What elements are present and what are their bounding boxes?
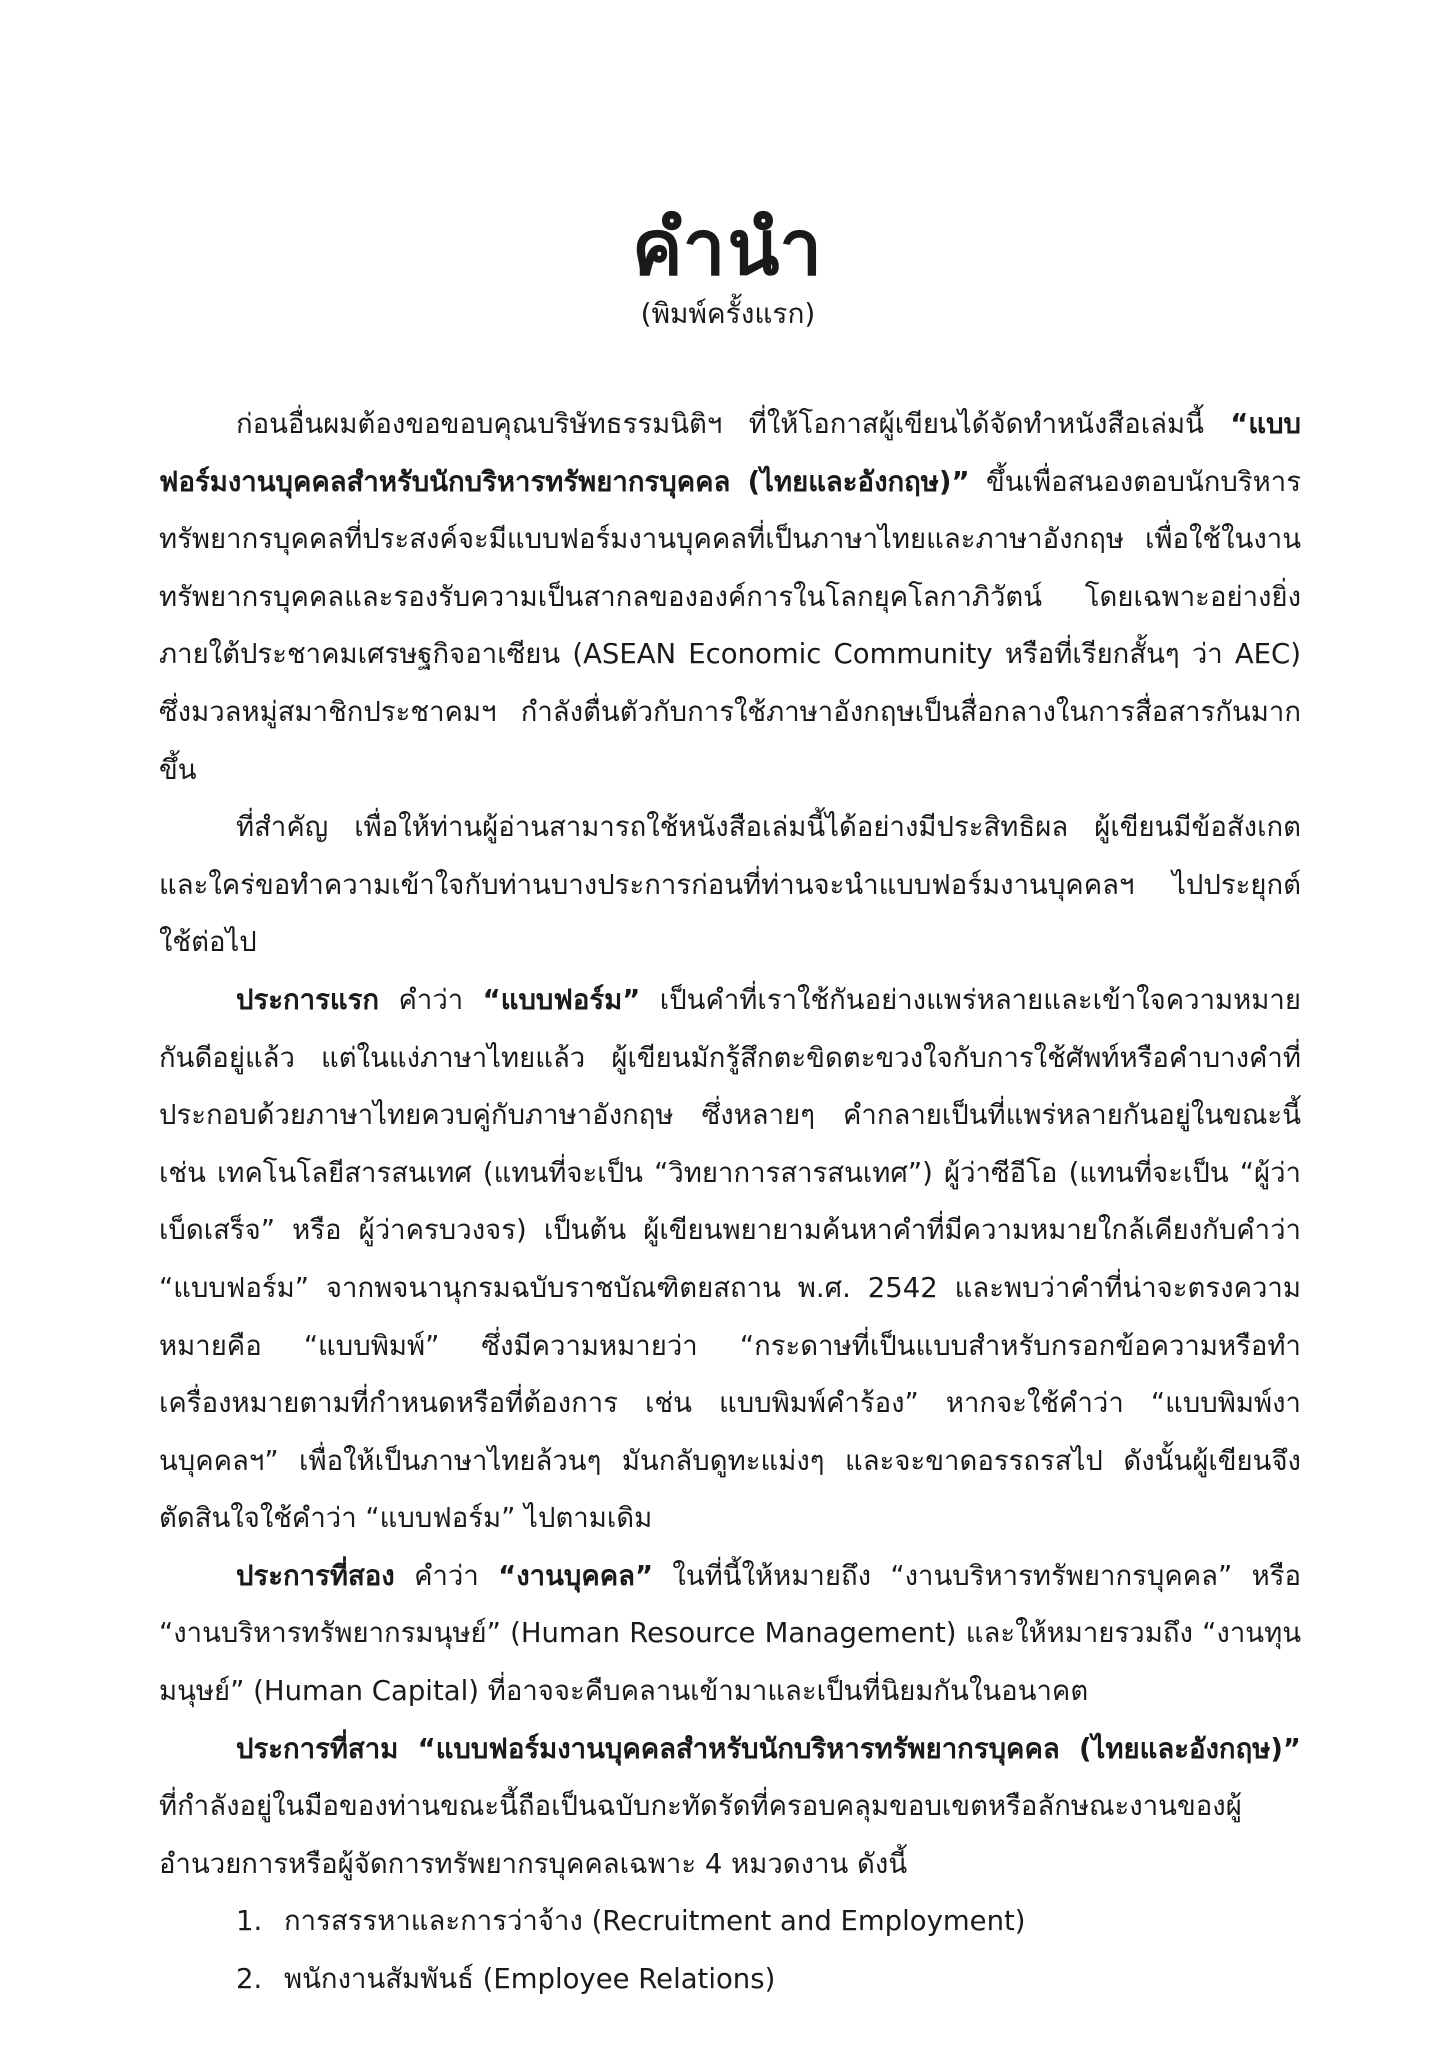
category-list [159,1893,1301,2008]
paragraph-5-text2: ที่กำลังอยู่ในมือของท่านขณะนี้ถือเป็นฉบับกะทัดรัดที่ครอบคลุมขอบเขตหรือลักษณะงานของผู้อำนวยการหรือผู้จัดการทรัพยากรบุคคลเฉพาะ 4 หมวดงาน ดังนี้ [159,1790,1242,1880]
preface-body [159,396,1301,2009]
paragraph-5 [159,1721,1301,1894]
page-subtitle: (พิมพ์ครั้งแรก) [640,297,816,330]
paragraph-4-text2: ในที่นี้ให้หมายถึง “งานบริหารทรัพยากรบุคคล” หรือ “งานบริหารทรัพยากรมนุษย์” (Human Resource Management) และให้หมายรวมถึง “งานทุนมนุษย์” (Human Capital) ที่อาจจะคืบคลานเข้ามาและเป็นที่นิยมกันในอนาคต [159,1559,1301,1708]
list-item-number: 1. [236,1905,263,1938]
paragraph-4-term: “งานบุคคล” [498,1559,654,1592]
paragraph-3-text1: คำว่า [379,983,483,1016]
paragraph-5-term: “แบบฟอร์มงานบุคคลสำหรับนักบริหารทรัพยากรบุคคล (ไทยและอังกฤษ)” [398,1732,1301,1765]
list-item-text: การสรรหาและการว่าจ้าง (Recruitment and Employment) [284,1905,1026,1938]
paragraph-4 [159,1548,1301,1721]
list-item [159,1893,1301,1951]
paragraph-3 [159,972,1301,1548]
paragraph-1 [159,396,1301,799]
paragraph-3-text2: เป็นคำที่เราใช้กันอย่างแพร่หลายและเข้าใจความหมายกันดีอยู่แล้ว แต่ในแง่ภาษาไทยแล้ว ผู้เขียนมักรู้สึกตะขิดตะขวงใจกับการใช้ศัพท์หรือคำบางคำที่ประกอบด้วยภาษาไทยควบคู่กับภาษาอังกฤษ ซึ่งหลายๆ คำกลายเป็นที่แพร่หลายกันอยู่ในขณะนี้ เช่น เทคโนโลยีสารสนเทศ (แทนที่จะเป็น “วิทยาการสารสนเทศ”) ผู้ว่าซีอีโอ (แทนที่จะเป็น “ผู้ว่าเบ็ดเสร็จ” หรือ ผู้ว่าครบวงจร) เป็นต้น ผู้เขียนพยายามค้นหาคำที่มีความหมายใกล้เคียงกับคำว่า “แบบฟอร์ม” จากพจนานุกรมฉบับราชบัณฑิตยสถาน พ.ศ. 2542 และพบว่าคำที่น่าจะตรงความหมายคือ “แบบพิมพ์” ซึ่งมีความหมายว่า “กระดาษที่เป็นแบบสำหรับกรอกข้อความหรือทำเครื่องหมายตามที่กำหนดหรือที่ต้องการ เช่น แบบพิมพ์คำร้อง” หากจะใช้คำว่า “แบบพิมพ์งานบุคคลฯ” เพื่อให้เป็นภาษาไทยล้วนๆ มันกลับดูทะแม่งๆ และจะขาดอรรถรสไป ดังนั้นผู้เขียนจึงตัดสินใจใช้คำว่า “แบบฟอร์ม” ไปตามเดิม [159,983,1301,1535]
book-title-emphasis: “แบบฟอร์มงานบุคคลสำหรับนักบริหารทรัพยากรบุคคล (ไทยและอังกฤษ)” [159,408,1301,498]
paragraph-3-term: “แบบฟอร์ม” [482,983,641,1016]
paragraph-1-text2: ขึ้นเพื่อสนองตอบนักบริหารทรัพยากรบุคคลที่ประสงค์จะมีแบบฟอร์มงานบุคคลที่เป็นภาษาไทยและภาษาอังกฤษ เพื่อใช้ในงานทรัพยากรบุคคลและรองรับความเป็นสากลขององค์การในโลกยุคโลกาภิวัตน์ โดยเฉพาะอย่างยิ่งภายใต้ประชาคมเศรษฐกิจอาเซียน (ASEAN Economic Community หรือที่เรียกสั้นๆ ว่า AEC) ซึ่งมวลหมู่สมาชิกประชาคมฯ กำลังตื่นตัวกับการใช้ภาษาอังกฤษเป็นสื่อกลางในการสื่อสารกันมากขึ้น [159,465,1301,786]
paragraph-2-text: ที่สำคัญ เพื่อให้ท่านผู้อ่านสามารถใช้หนังสือเล่มนี้ได้อย่างมีประสิทธิผล ผู้เขียนมีข้อสังเกตและใคร่ขอทำความเข้าใจกับท่านบางประการก่อนที่ท่านจะนำแบบฟอร์มงานบุคคลฯ ไปประยุกต์ใช้ต่อไป [159,811,1301,959]
paragraph-5-lead: ประการที่สาม [236,1732,399,1765]
paragraph-3-lead: ประการแรก [236,983,380,1016]
list-item-text: พนักงานสัมพันธ์ (Employee Relations) [284,1963,776,1996]
page-title: คำนำ [631,203,825,292]
paragraph-2 [159,799,1301,972]
paragraph-4-text1: คำว่า [394,1559,499,1592]
paragraph-4-lead: ประการที่สอง [236,1559,395,1592]
list-item [159,1951,1301,2009]
list-item-number: 2. [236,1963,263,1996]
paragraph-1-text1: ก่อนอื่นผมต้องขอขอบคุณบริษัทธรรมนิติฯ ที่ให้โอกาสผู้เขียนได้จัดทำหนังสือเล่มนี้ [236,408,1231,440]
